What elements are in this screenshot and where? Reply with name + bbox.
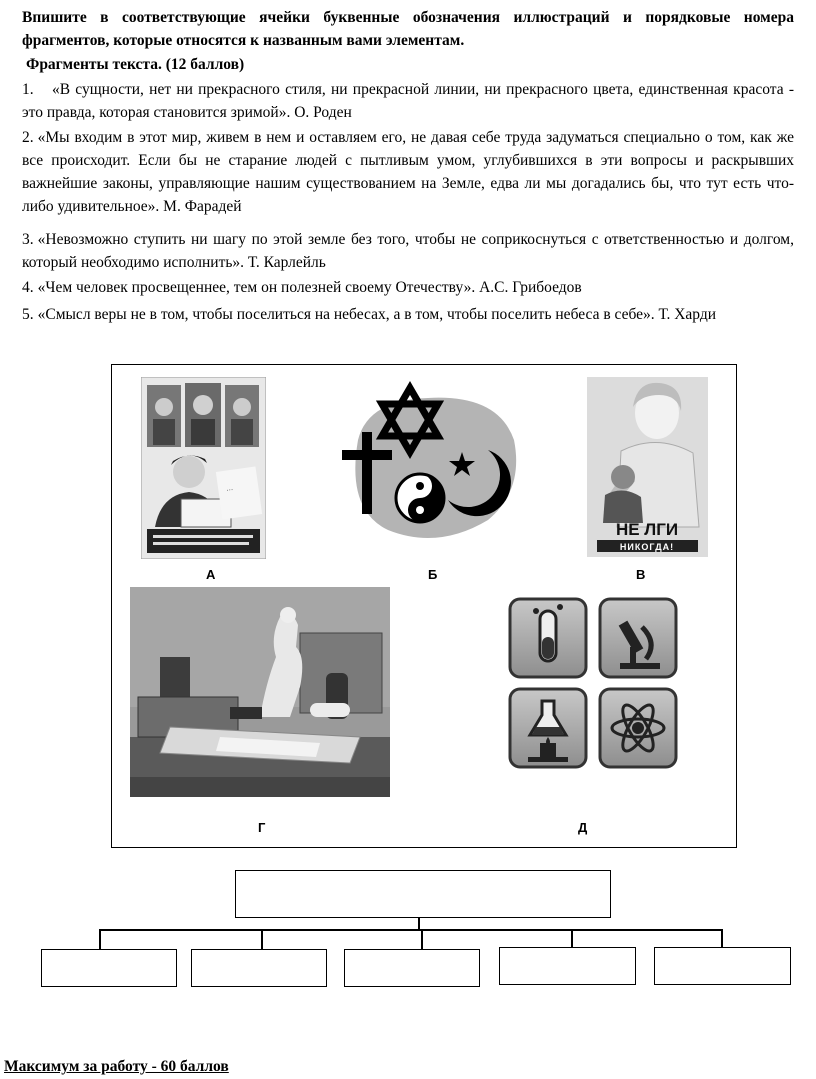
poster-v-subtitle: НИКОГДА!	[619, 542, 675, 552]
poster-v-image	[587, 377, 708, 557]
fragment-2	[22, 126, 794, 218]
fragment-4	[22, 276, 794, 299]
science-icons-image	[506, 597, 688, 775]
fragment-text: «Мы входим в этот мир, живем в нем и оставляем его, не давая себе труда задуматься специально о том, как же все происходит. Если бы не старание людей с пытливым умом, углубившихся в эти вопросы и раскрывших важнейшие законы, управляющие нашим существованием на Земле, едва ли мы догадались бы, что тут есть что-либо удивительное». М. Фарадей	[22, 129, 794, 215]
fragment-text: «Смысл веры не в том, чтобы поселиться на небесах, а в том, чтобы поселить небеса в себе». Т. Харди	[37, 306, 717, 323]
fragment-number: 3.	[22, 231, 34, 248]
fragment-text: «Невозможно ступить ни шагу по этой земле без того, чтобы не соприкоснуться с ответственностью и долгом, который необходимо исполнить». Т. Карлейль	[22, 231, 794, 271]
fragment-number: 1.	[22, 81, 34, 98]
fragment-text: «В сущности, нет ни прекрасного стиля, ни прекрасной линии, ни прекрасного цвета, единственная красота - это правда, которая становится зримой». О. Роден	[22, 81, 794, 121]
still-life-painting-image	[130, 587, 390, 797]
fragment-3	[22, 228, 794, 274]
fragment-5	[22, 303, 794, 326]
connector-branch	[261, 929, 263, 949]
fragment-text: «Чем человек просвещеннее, тем он полезней своему Отечеству». А.С. Грибоедов	[37, 279, 582, 296]
label-v: В	[636, 567, 646, 582]
svg-text:...: ...	[225, 483, 234, 493]
answer-cell-1[interactable]	[41, 949, 177, 987]
connector-branch	[571, 929, 573, 949]
max-score-footer: Максимум за работу - 60 баллов	[4, 1058, 229, 1075]
label-d: Д	[578, 820, 588, 835]
answer-cell-5[interactable]	[654, 947, 791, 985]
religious-symbols-image	[338, 380, 522, 540]
poster-a-image	[141, 377, 266, 559]
fragment-number: 4.	[22, 279, 34, 296]
instruction-text: Впишите в соответствующие ячейки буквенные обозначения иллюстраций и порядковые номера фрагментов, которые относятся к названным вами элементам.	[22, 9, 794, 49]
fragment-1	[22, 78, 794, 124]
answer-cell-3[interactable]	[344, 949, 480, 987]
connector-horizontal	[99, 929, 723, 931]
fragment-number: 5.	[22, 306, 34, 323]
connector-branch	[99, 929, 101, 949]
answer-cell-top[interactable]	[235, 870, 611, 918]
answer-cell-2[interactable]	[191, 949, 327, 987]
fragment-number: 2.	[22, 129, 34, 146]
label-a: А	[206, 567, 216, 582]
connector-branch	[721, 929, 723, 947]
poster-v-title: НЕ ЛГИ	[615, 520, 679, 539]
connector-branch	[421, 929, 423, 949]
answer-cell-4[interactable]	[499, 947, 636, 985]
label-g: Г	[258, 820, 266, 835]
fragments-subheading: Фрагменты текста. (12 баллов)	[26, 56, 245, 73]
label-b: Б	[428, 567, 438, 582]
